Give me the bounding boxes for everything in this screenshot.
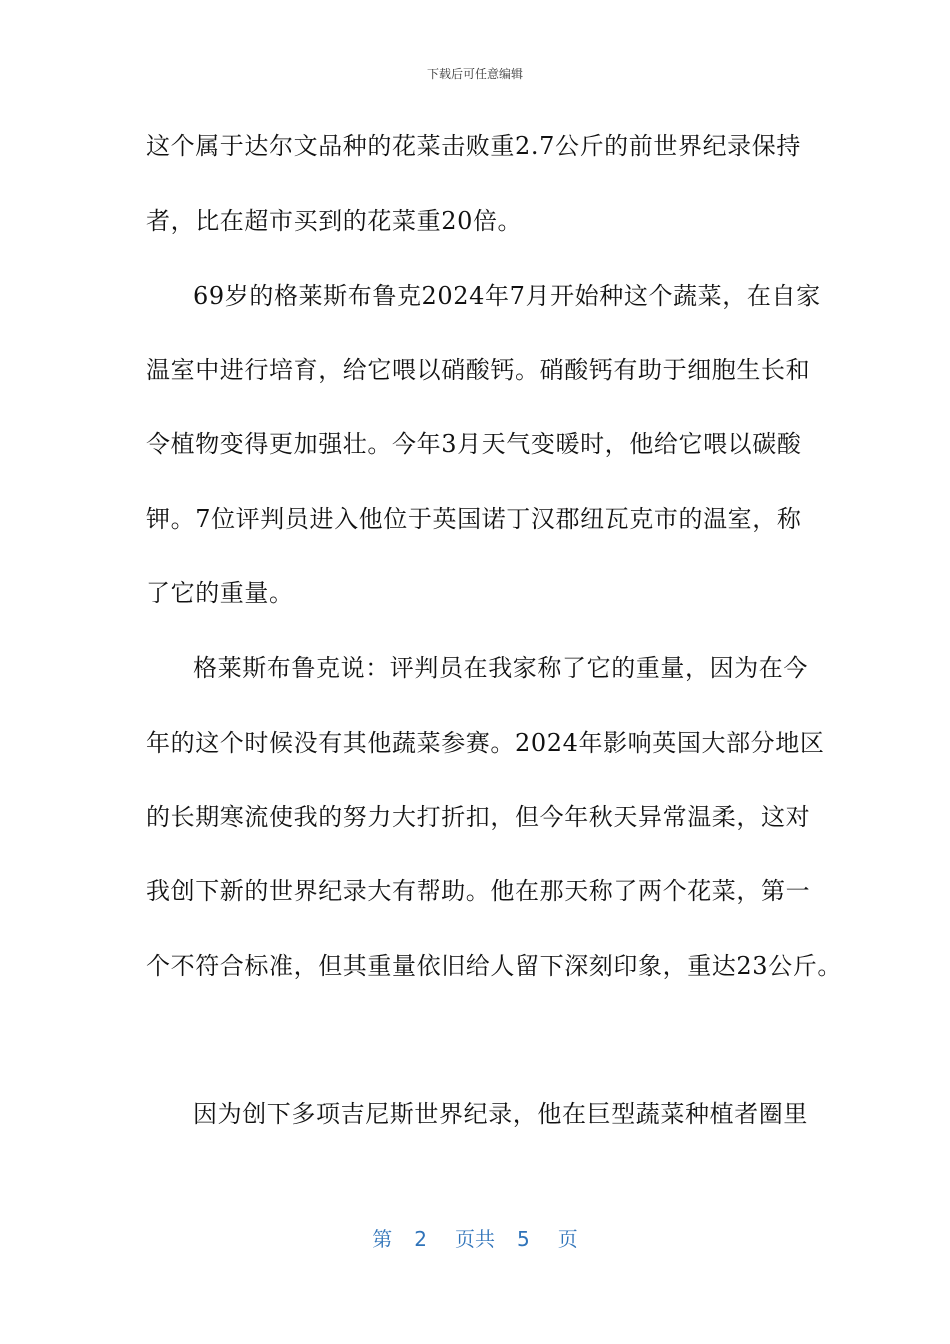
paragraph-line: 者，比在超市买到的花菜重20倍。 [146,207,523,235]
paragraph-line: 这个属于达尔文品种的花菜击败重2.7公斤的前世界纪录保持 [146,132,801,160]
paragraph-line: 温室中进行培育，给它喂以硝酸钙。硝酸钙有助于细胞生长和 [146,356,811,384]
paragraph-line: 我创下新的世界纪录大有帮助。他在那天称了两个花菜，第一 [146,877,811,905]
total-pages: 5 [517,1227,530,1251]
paragraph-line: 格莱斯布鲁克说：评判员在我家称了它的重量，因为在今 [193,654,808,682]
page-footer [0,1226,950,1252]
paragraph-line: 的长期寒流使我的努力大打折扣，但今年秋天异常温柔，这对 [146,803,811,831]
page-end-label: 页 [557,1227,578,1251]
paragraph-line: 69岁的格莱斯布鲁克2024年7月开始种这个蔬菜，在自家 [193,282,821,310]
paragraph-line: 令植物变得更加强壮。今年3月天气变暖时，他给它喂以碳酸 [146,430,802,458]
paragraph-line: 因为创下多项吉尼斯世界纪录，他在巨型蔬菜种植者圈里 [193,1100,808,1128]
paragraph-line: 个不符合标准，但其重量依旧给人留下深刻印象，重达23公斤。 [146,952,842,980]
page-header: 下载后可任意编辑 [426,67,523,81]
paragraph-line: 年的这个时候没有其他蔬菜参赛。2024年影响英国大部分地区 [146,729,825,757]
page-mid-label: 页共 [455,1227,495,1251]
paragraph-line: 了它的重量。 [146,579,294,607]
paragraph-line: 钾。7位评判员进入他位于英国诺丁汉郡纽瓦克市的温室，称 [146,505,802,533]
page-number: 2 [414,1227,427,1251]
page-label: 第 [372,1227,393,1251]
